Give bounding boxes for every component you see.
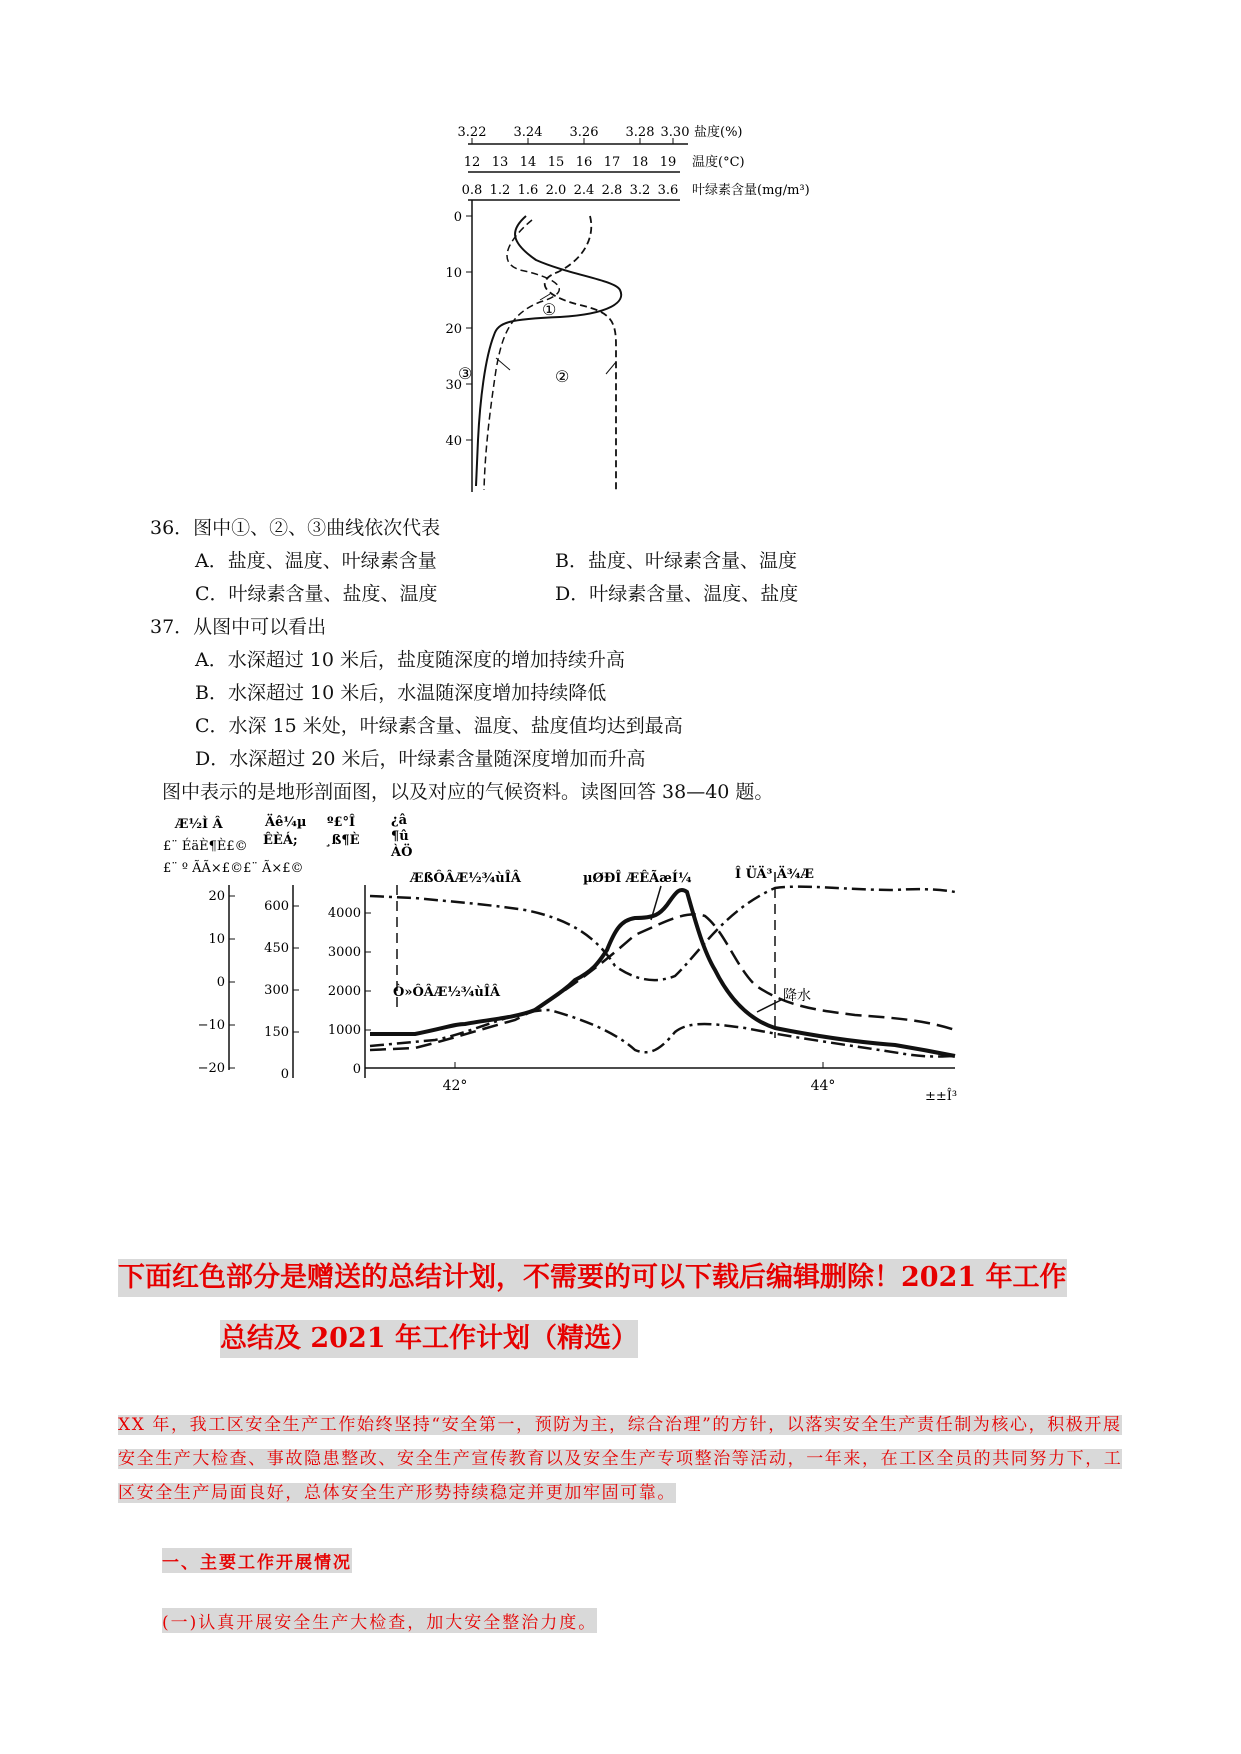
sub-header-units: £¨ º ÃÃ×£©£¨ Ã×£© — [163, 861, 304, 876]
header-temp-unit: £¨ ÉäÈ¶È£© — [163, 839, 248, 854]
question-36-option-a: A．盐度、温度、叶绿素含量 — [195, 550, 437, 572]
chlorophyll-tick: 3.6 — [657, 183, 679, 198]
label-jan-temp: Ò»ÔÂÆ½¾ùÎÂ — [393, 985, 501, 1000]
temp-tick: 0 — [216, 975, 225, 990]
temp-tick: 10 — [208, 932, 225, 947]
promo-heading-1: 一、主要工作开展情况 — [162, 1548, 352, 1573]
depth-tick: 40 — [445, 434, 462, 449]
elev-tick: 0 — [352, 1062, 361, 1077]
question-37-option-a: A．水深超过 10 米后，盐度随深度的增加持续升高 — [195, 649, 625, 671]
header-place-3: ÀÖ — [391, 845, 413, 860]
chlorophyll-tick: 1.6 — [517, 183, 539, 198]
chlorophyll-axis — [462, 183, 810, 200]
chlorophyll-tick: 2.4 — [573, 183, 595, 198]
question-37-stem: 37．从图中可以看出 — [150, 616, 327, 638]
x-tick-44: 44° — [810, 1078, 836, 1094]
question-37-option-d: D．水深超过 20 米后，叶绿素含量随深度增加而升高 — [195, 748, 646, 770]
chlorophyll-tick: 3.2 — [629, 183, 651, 198]
temp-tick: 20 — [208, 889, 225, 904]
question-36-option-b: B．盐度、叶绿素含量、温度 — [555, 550, 797, 572]
header-precip-2: ÊÈÁ; — [263, 833, 298, 848]
precip-tick: 300 — [264, 983, 289, 998]
precip-line — [370, 914, 955, 1050]
salinity-tick: 3.30 — [660, 125, 690, 140]
temperature-tick: 16 — [575, 155, 593, 170]
salinity-tick: 3.28 — [625, 125, 655, 140]
header-place-2: ¶û — [391, 829, 409, 844]
label-terrain: µØÐÎ ÆÊÃæÍ¼ — [583, 871, 692, 886]
promo-paragraph — [118, 1408, 1124, 1510]
header-elev-2: ¸ß¶È — [325, 833, 360, 848]
x-tick-42: 42° — [442, 1078, 468, 1094]
precip-tick: 150 — [264, 1025, 289, 1040]
promo-title-line1: 下面红色部分是赠送的总结计划，不需要的可以下载后编辑删除！2021 年工作 — [118, 1259, 1067, 1297]
question-36-option-d: D．叶绿素含量、温度、盐度 — [555, 583, 799, 605]
label-precip: 降水 — [783, 988, 811, 1004]
ocean-profile-chart — [440, 120, 840, 500]
curve-2-line — [545, 216, 616, 490]
label-boundary: Î ÜÄ³ Ä¾Æ — [735, 867, 814, 882]
temperature-tick: 17 — [603, 155, 621, 170]
depth-tick: 10 — [445, 266, 462, 281]
elev-tick: 3000 — [327, 945, 361, 960]
depth-axis — [440, 120, 472, 492]
temperature-tick: 15 — [547, 155, 565, 170]
depth-tick: 20 — [445, 322, 462, 337]
curve-label-3: ③ — [458, 364, 473, 383]
elev-tick: 1000 — [327, 1023, 361, 1038]
depth-tick: 0 — [453, 210, 462, 225]
chlorophyll-tick: 1.2 — [489, 183, 511, 198]
question-37-option-b: B．水深超过 10 米后，水温随深度增加持续降低 — [195, 682, 607, 704]
precip-tick: 450 — [264, 941, 289, 956]
curve-label-1: ① — [542, 300, 557, 319]
july-temp-line — [370, 887, 955, 980]
curve-label-2: ② — [555, 367, 570, 386]
temperature-tick: 12 — [463, 155, 481, 170]
salinity-tick: 3.24 — [513, 125, 543, 140]
terrain-line — [370, 890, 955, 1056]
salinity-axis — [458, 124, 743, 144]
temperature-axis — [464, 154, 745, 172]
precip-tick: 0 — [280, 1067, 289, 1082]
chlorophyll-tick: 0.8 — [461, 183, 483, 198]
question-37-option-c: C．水深 15 米处，叶绿素含量、温度、盐度值均达到最高 — [195, 715, 683, 737]
curve-1-line — [476, 216, 621, 486]
temperature-tick: 13 — [491, 155, 509, 170]
label-july-temp: ÆßÔÂÆ½¾ùÎÂ — [410, 871, 521, 886]
salinity-tick: 3.22 — [457, 125, 487, 140]
salinity-axis-label: 盐度(%) — [694, 125, 743, 140]
chlorophyll-axis-label: 叶绿素含量(mg/m³) — [692, 183, 810, 198]
depth-tick: 30 — [445, 378, 462, 393]
header-precip: Äê¼µ — [265, 815, 307, 830]
jan-temp-line — [370, 1010, 955, 1057]
precip-tick: 600 — [264, 899, 289, 914]
x-axis-unit: ±±Î³ — [925, 1089, 958, 1104]
temperature-tick: 18 — [631, 155, 649, 170]
promo-title-line2: 总结及 2021 年工作计划（精选） — [220, 1320, 638, 1358]
promo-paragraph-text: XX 年，我工区安全生产工作始终坚持“安全第一，预防为主，综合治理”的方针，以落实安全生产责任制为核心，积极开展安全生产大检查、事故隐患整改、安全生产宣传教育以及安全生产专项整治等活动，一年来，在工区全员的共同努力下，工区安全生产局面良好，总体安全生产形势持续稳定并更加牢固可靠。 — [118, 1415, 1123, 1503]
header-temp: Æ½Ì Â — [175, 817, 223, 832]
question-36-stem: 36．图中①、②、③曲线依次代表 — [150, 517, 441, 539]
promo-heading-2: (一)认真开展安全生产大检查，加大安全整治力度。 — [162, 1608, 597, 1633]
elev-tick: 2000 — [327, 984, 361, 999]
temp-tick: −20 — [197, 1061, 225, 1076]
curve-3-line — [484, 220, 559, 490]
intro-text: 图中表示的是地形剖面图，以及对应的气候资料。读图回答 38—40 题。 — [162, 781, 774, 803]
temp-tick: −10 — [197, 1018, 225, 1033]
header-elev: º£°Î — [327, 815, 356, 830]
chlorophyll-tick: 2.0 — [545, 183, 567, 198]
elev-tick: 4000 — [327, 906, 361, 921]
header-place: ¿â — [391, 813, 408, 828]
chlorophyll-tick: 2.8 — [601, 183, 623, 198]
temperature-tick: 19 — [659, 155, 677, 170]
temperature-axis-label: 温度(°C) — [692, 155, 745, 170]
salinity-tick: 3.26 — [569, 125, 599, 140]
terrain-profile-chart — [155, 810, 975, 1110]
question-36-option-c: C．叶绿素含量、盐度、温度 — [195, 583, 438, 605]
temperature-tick: 14 — [519, 155, 537, 170]
